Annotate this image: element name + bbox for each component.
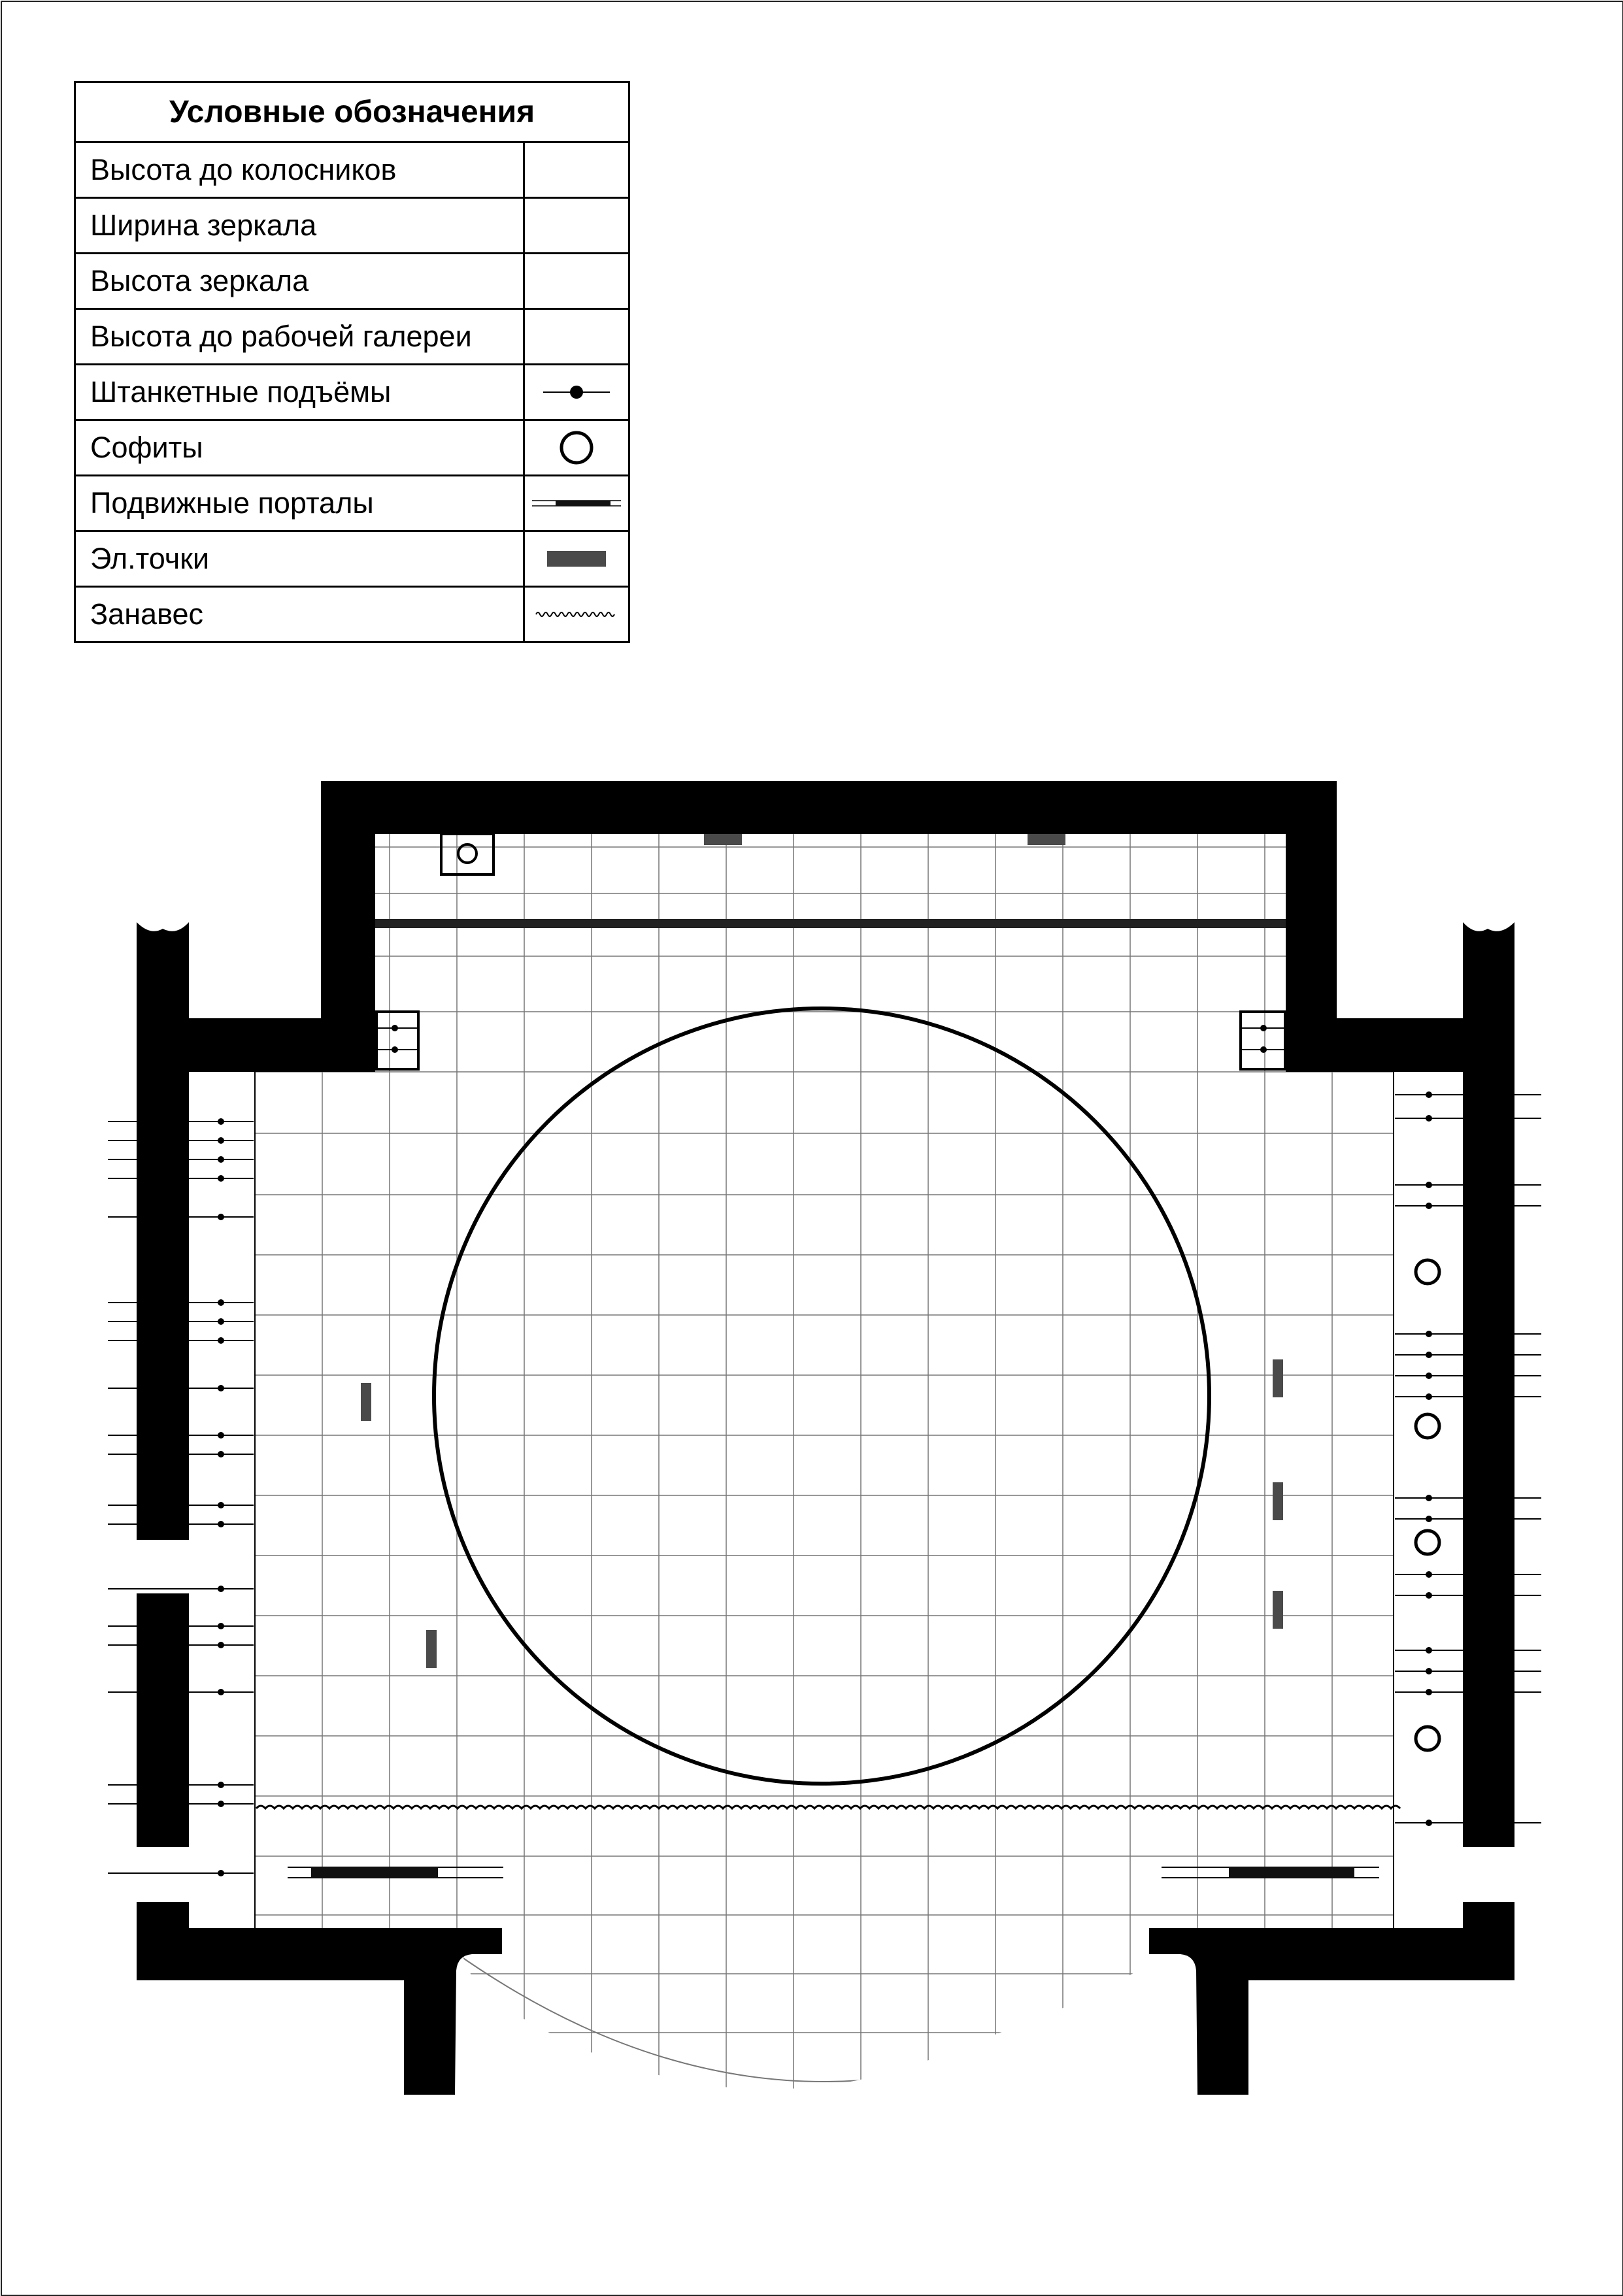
- legend-label: Штанкетные подъёмы: [75, 365, 524, 420]
- movable-portals: [288, 1867, 1379, 1878]
- left-winch-box: [376, 1012, 418, 1069]
- batten-dot: [218, 1118, 224, 1125]
- right-front-wall: [1149, 1902, 1514, 2095]
- batten-dot: [392, 1025, 398, 1031]
- batten-dot: [1426, 1331, 1432, 1337]
- spotlight-icon: [1416, 1531, 1439, 1554]
- batten-dot: [218, 1299, 224, 1306]
- batten-dot: [218, 1689, 224, 1695]
- winch-dots: [378, 1025, 1284, 1053]
- fly-galleries: [255, 1072, 1394, 1928]
- batten-dot: [1426, 1373, 1432, 1379]
- batten-dot: [1426, 1592, 1432, 1599]
- batten-dot: [218, 1451, 224, 1457]
- curtain-line: [256, 1806, 1400, 1808]
- corner-winch-boxes: [376, 834, 1285, 1069]
- batten-dot: [1260, 1046, 1267, 1053]
- power-points: [361, 834, 1283, 1668]
- batten-dot: [218, 1623, 224, 1629]
- legend-label: Занавес: [75, 587, 524, 642]
- batten-dot: [218, 1801, 224, 1807]
- right-portal: [1162, 1867, 1379, 1878]
- power-point: [1273, 1482, 1283, 1520]
- left-front-wall: [137, 1902, 502, 2095]
- batten-dot: [218, 1642, 224, 1648]
- batten-dot: [1426, 1182, 1432, 1188]
- legend-label: Высота зеркала: [75, 254, 524, 309]
- power-point: [704, 834, 742, 845]
- floor-grid: [255, 834, 1394, 2105]
- power-point: [1273, 1359, 1283, 1397]
- batten-dot: [1426, 1495, 1432, 1501]
- spotlight-icon: [1416, 1727, 1439, 1750]
- batten-dot: [218, 1432, 224, 1439]
- right-winch-box: [1241, 1012, 1285, 1069]
- batten-dot: [218, 1782, 224, 1788]
- batten-dot: [1426, 1516, 1432, 1522]
- batten-dot: [218, 1337, 224, 1344]
- batten-dot: [1426, 1203, 1432, 1209]
- batten-dot: [218, 1870, 224, 1876]
- rear-spotlight-box: [441, 834, 494, 874]
- power-point: [426, 1630, 437, 1668]
- batten-dot: [1426, 1647, 1432, 1654]
- spotlight-icon: [1416, 1414, 1439, 1438]
- legend-label: Эл.точки: [75, 531, 524, 587]
- batten-dot: [1426, 1091, 1432, 1098]
- batten-dot: [218, 1175, 224, 1182]
- legend-label: Высота до рабочей галереи: [75, 309, 524, 365]
- power-point: [1028, 834, 1065, 845]
- batten-dot: [1426, 1820, 1432, 1826]
- batten-dot: [1426, 1352, 1432, 1358]
- batten-dot: [218, 1502, 224, 1508]
- batten-dot: [1260, 1025, 1267, 1031]
- batten-dot: [1426, 1668, 1432, 1674]
- building-walls: [137, 781, 1514, 2095]
- right-upper-wall: [1463, 922, 1514, 1847]
- batten-dot: [218, 1385, 224, 1391]
- batten-dot: [1426, 1571, 1432, 1578]
- batten-dot: [218, 1137, 224, 1144]
- left-lower-wall: [137, 1593, 189, 1847]
- batten-dot: [218, 1156, 224, 1163]
- legend-label: Ширина зеркала: [75, 198, 524, 254]
- spotlight-icon: [1416, 1260, 1439, 1284]
- batten-dot: [218, 1521, 224, 1527]
- legend-label: Софиты: [75, 420, 524, 476]
- batten-dot: [392, 1046, 398, 1053]
- batten-dot: [218, 1214, 224, 1220]
- left-upper-wall: [137, 922, 189, 1540]
- legend-label: Высота до колосников: [75, 142, 524, 198]
- power-point: [361, 1383, 371, 1421]
- batten-dot: [218, 1318, 224, 1325]
- legend-label: Подвижные порталы: [75, 476, 524, 531]
- batten-dot: [218, 1586, 224, 1592]
- batten-dot: [1426, 1115, 1432, 1122]
- legend-title: Условные обозначения: [75, 82, 629, 142]
- batten-dot: [1426, 1393, 1432, 1400]
- stage-turntable-circle: [434, 1008, 1209, 1784]
- left-portal: [288, 1867, 503, 1878]
- batten-dot: [1426, 1689, 1432, 1695]
- power-point: [1273, 1591, 1283, 1629]
